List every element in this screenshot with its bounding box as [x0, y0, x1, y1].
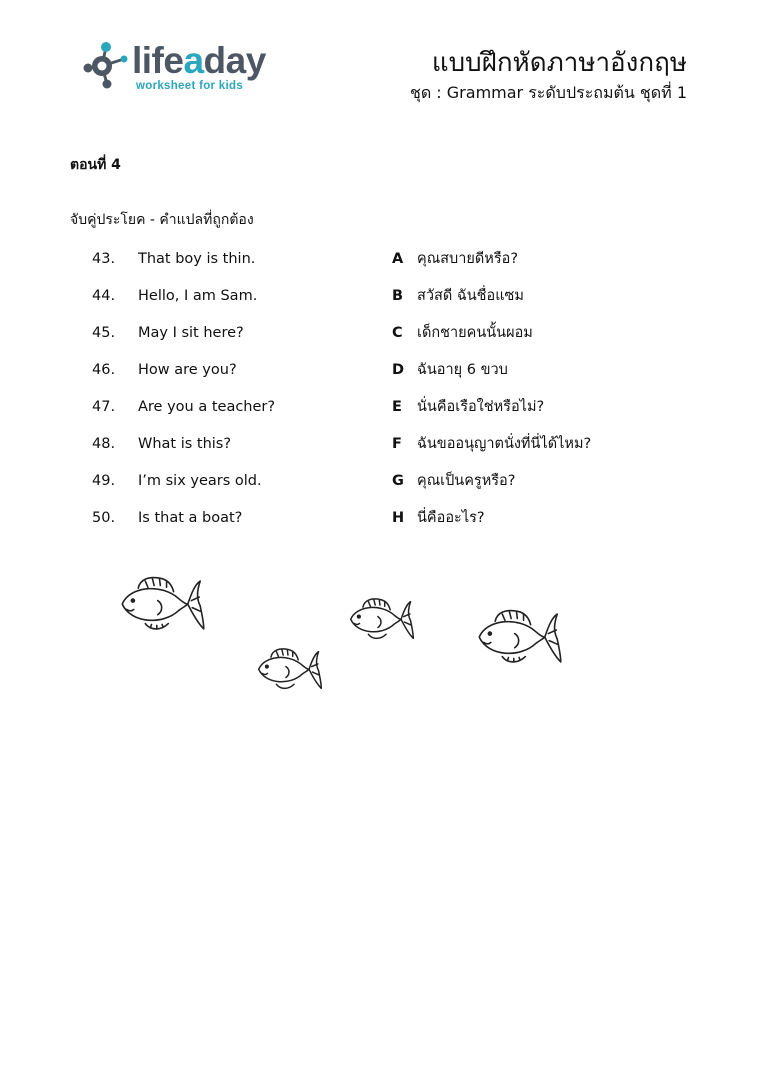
- answer-text: สวัสดี ฉันชื่อแซม: [417, 288, 524, 304]
- question-number: 48.: [92, 436, 116, 452]
- answer-letter: C: [392, 325, 403, 341]
- answer-letter: F: [392, 436, 402, 452]
- logo-molecule-icon: [82, 40, 130, 90]
- answer-letter: H: [392, 510, 405, 526]
- answer-text: คุณเป็นครูหรือ?: [417, 473, 516, 489]
- answer-text: เด็กชายคนนั้นผอม: [417, 325, 533, 341]
- question-number: 45.: [92, 325, 116, 341]
- fish-illustration-icon: [475, 607, 565, 669]
- question-number: 47.: [92, 399, 116, 415]
- answer-text: ฉันขออนุญาตนั่งที่นี่ได้ไหม?: [417, 436, 592, 452]
- question-text: How are you?: [138, 362, 237, 378]
- question-text: Is that a boat?: [138, 510, 243, 526]
- question-text: I’m six years old.: [138, 473, 262, 489]
- question-number: 49.: [92, 473, 116, 489]
- worksheet-subtitle: ชุด : Grammar ระดับประถมต้น ชุดที่ 1: [409, 83, 687, 102]
- answer-letter: D: [392, 362, 405, 378]
- question-text: May I sit here?: [138, 325, 244, 341]
- logo-wordmark: lifeaday: [132, 40, 266, 81]
- answer-text: นั่นคือเรือใช่หรือไม่?: [417, 399, 545, 415]
- match-row: [0, 359, 763, 381]
- question-number: 43.: [92, 251, 116, 267]
- question-number: 46.: [92, 362, 116, 378]
- instruction-text: จับคู่ประโยค - คำแปลที่ถูกต้อง: [70, 212, 254, 228]
- logo-tagline: worksheet for kids: [136, 80, 244, 92]
- answer-text: ฉันอายุ 6 ขวบ: [417, 362, 508, 378]
- question-text: Are you a teacher?: [138, 399, 276, 415]
- worksheet-title: แบบฝึกหัดภาษาอังกฤษ: [431, 48, 687, 78]
- question-text: That boy is thin.: [138, 251, 256, 267]
- match-row: [0, 322, 763, 344]
- match-row: [0, 248, 763, 270]
- answer-letter: B: [392, 288, 404, 304]
- match-row: [0, 396, 763, 418]
- answer-text: นี่คืออะไร?: [417, 510, 485, 526]
- match-row: [0, 285, 763, 307]
- fish-illustration-icon: [256, 646, 324, 694]
- part-heading: ตอนที่ 4: [70, 157, 121, 173]
- question-text: What is this?: [138, 436, 232, 452]
- answer-letter: A: [392, 251, 404, 267]
- answer-letter: E: [392, 399, 402, 415]
- match-row: [0, 470, 763, 492]
- fish-illustration-icon: [348, 596, 416, 644]
- answer-text: คุณสบายดีหรือ?: [417, 251, 519, 267]
- match-row: [0, 433, 763, 455]
- question-text: Hello, I am Sam.: [138, 288, 258, 304]
- fish-illustration-icon: [118, 574, 208, 636]
- question-number: 44.: [92, 288, 116, 304]
- lifeaday-logo: [82, 38, 282, 98]
- question-number: 50.: [92, 510, 116, 526]
- answer-letter: G: [392, 473, 404, 489]
- match-row: [0, 507, 763, 529]
